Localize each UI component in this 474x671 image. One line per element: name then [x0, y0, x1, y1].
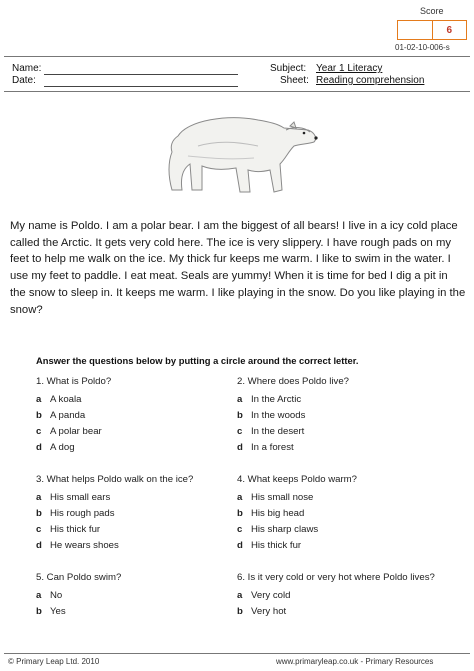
website-link[interactable]: www.primaryleap.co.uk - Primary Resources: [276, 657, 434, 666]
answer-option[interactable]: b A panda: [36, 409, 86, 421]
answer-option[interactable]: d His thick fur: [237, 539, 302, 551]
answer-option[interactable]: a In the Arctic: [237, 393, 302, 405]
copyright-text: © Primary Leap Ltd. 2010: [8, 657, 100, 666]
question-4: [237, 474, 447, 553]
polar-bear-image: [158, 106, 320, 200]
score-label: Score: [420, 6, 444, 16]
question-5: [36, 572, 246, 619]
answer-option[interactable]: a His small nose: [237, 491, 314, 503]
answer-option[interactable]: c A polar bear: [36, 425, 102, 437]
answer-option[interactable]: d A dog: [36, 441, 75, 453]
header-bottom-rule: [4, 91, 470, 92]
answer-option[interactable]: d In a forest: [237, 441, 294, 453]
date-field[interactable]: [44, 76, 238, 87]
answer-option[interactable]: b Yes: [36, 605, 66, 617]
question-3: [36, 474, 246, 553]
question-text: 6. Is it very cold or very hot where Poldo lives?: [237, 572, 435, 583]
name-label: Name:: [12, 63, 42, 74]
answer-option[interactable]: a Very cold: [237, 589, 291, 601]
subject-label: Subject:: [270, 63, 307, 74]
answer-option[interactable]: c His sharp claws: [237, 523, 319, 535]
header-top-rule: [4, 56, 470, 57]
sheet-value: Reading comprehension: [316, 75, 425, 86]
answer-option[interactable]: d He wears shoes: [36, 539, 119, 551]
answer-option[interactable]: b In the woods: [237, 409, 306, 421]
sheet-code: 01-02-10-006-s: [395, 43, 450, 52]
question-1: [36, 376, 246, 455]
answer-option[interactable]: b His rough pads: [36, 507, 115, 519]
score-box: [397, 20, 467, 40]
answer-option[interactable]: a No: [36, 589, 63, 601]
sheet-label: Sheet:: [280, 75, 309, 86]
name-field[interactable]: [44, 64, 238, 75]
question-text: 1. What is Poldo?: [36, 376, 112, 387]
question-2: [237, 376, 447, 455]
answer-option[interactable]: c In the desert: [237, 425, 305, 437]
score-blank-cell[interactable]: [398, 21, 432, 39]
date-label: Date:: [12, 75, 36, 86]
answer-option[interactable]: b Very hot: [237, 605, 287, 617]
question-text: 5. Can Poldo swim?: [36, 572, 122, 583]
instructions: Answer the questions below by putting a circle around the correct letter.: [36, 355, 359, 366]
answer-option[interactable]: a A koala: [36, 393, 82, 405]
answer-option[interactable]: c His thick fur: [36, 523, 101, 535]
question-text: 4. What keeps Poldo warm?: [237, 474, 357, 485]
question-text: 2. Where does Poldo live?: [237, 376, 349, 387]
answer-option[interactable]: b His big head: [237, 507, 305, 519]
question-text: 3. What helps Poldo walk on the ice?: [36, 474, 194, 485]
question-6: [237, 572, 469, 619]
subject-value: Year 1 Literacy: [316, 63, 383, 74]
answer-option[interactable]: a His small ears: [36, 491, 111, 503]
reading-passage: My name is Poldo. I am a polar bear. I am the biggest of all bears! I live in a icy cold place called the Arctic. It gets very cold here. The ice is very slippery. I have rough pads on my feet to help me walk on the ice. My thick fur keeps me warm. I like to swim in the water. I use my feet to paddle. I eat meat. Seals are yummy! When it is time for bed I dig a pit in the snow to sleep in. It keeps me warm. I like playing in the snow. Do you like playing in the snow?: [10, 220, 466, 316]
footer-rule: [4, 653, 470, 654]
score-value: 6: [432, 21, 467, 39]
